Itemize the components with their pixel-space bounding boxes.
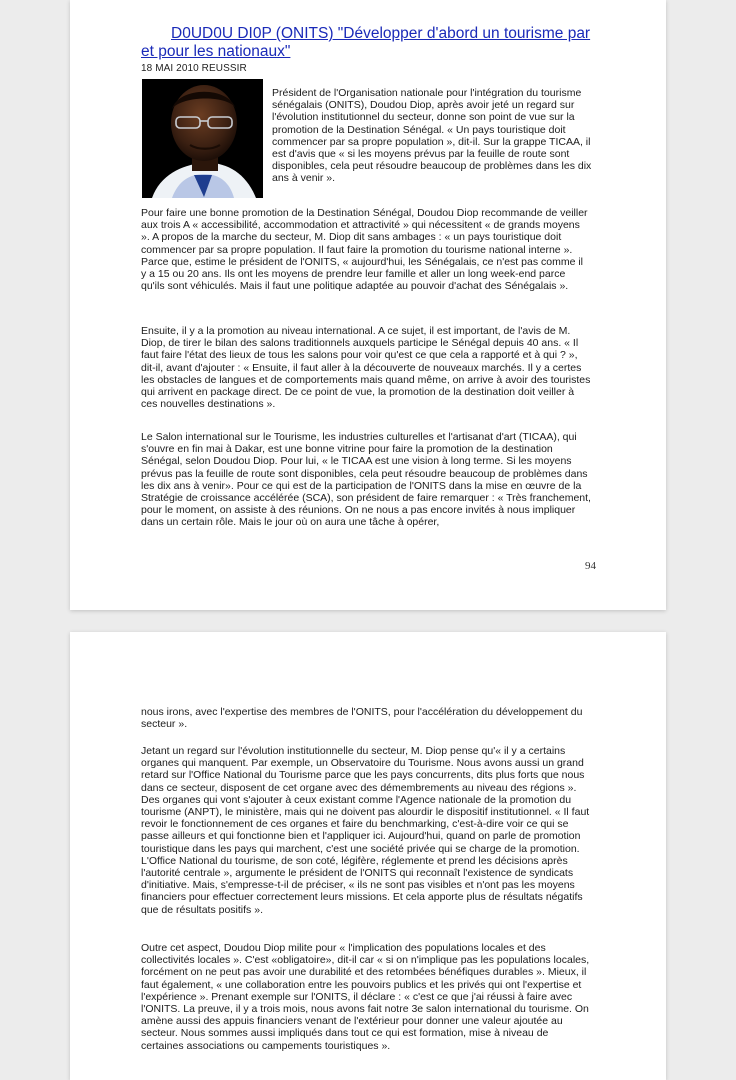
article-title-text[interactable]: D0UD0U DI0P (ONITS) "Développer d'abord un tourisme par et pour les nationaux" — [141, 25, 591, 60]
portrait-photo — [142, 79, 263, 198]
article-title-link[interactable] — [141, 25, 601, 61]
body-paragraph-3: Le Salon international sur le Tourisme, les industries culturelles et l'artisanat d'art (TICAA), qui s'ouvre en fin mai à Dakar, est une bonne vitrine pour faire la promotion de la destination Sénégal, selon Doudou Diop. Pour lui, « le TICAA est une vision à long terme. Si les moyens prévus pas la feuille de route sont disponibles, cela peut résoudre beaucoup de problèmes dans les dix ans à venir». Pour ce qui est de la participation de l'ONITS dans la mise en œuvre de la Stratégie de croissance accélérée (SCA), son président de faire remarquer : « Très franchement, pour le moment, on assiste à des réunions. On ne nous a pas encore invités à nous impliquer dans un certain rôle. Mais le jour où on aura une tâche à opérer, — [141, 431, 591, 529]
body-paragraph-6: Outre cet aspect, Doudou Diop milite pour « l'implication des populations locales et des collectivités locales ». C'est «obligatoire», dit-il car « si on n'implique pas les populations locales, forcément on ne peut pas avoir une durabilité et des retombées bénéfiques durables ». Mieux, il faut également, « une collaboration entre les pouvoirs publics et les privés qui ont l'expertise et l'expérience ». Prenant exemple sur l'ONITS, il déclare : « c'est ce que j'ai réussi à faire avec l'ONITS. La preuve, il y a trois mois, nous avons fait notre 3e salon international du tourisme. On amène aussi des appuis financiers venant de l'extérieur pour donner une valeur ajoutée au secteur. Nous sommes aussi impliqués dans tout ce qui est formation, mise à niveau de certaines associations ou campements touristiques ». — [141, 942, 590, 1052]
intro-paragraph: Président de l'Organisation nationale pour l'intégration du tourisme sénégalais (ONITS), Doudou Diop, après avoir jeté un regard sur l'évolution institutionnel du secteur, donne son point de vue sur la promotion de la Destination Sénégal. « Un pays touristique doit commencer par sa propre population », dit-il. Sur la grappe TICAA, il est d'avis que « si les moyens prévus par la feuille de route sont disponibles, cela peut résoudre beaucoup de problèmes dans les dix ans à venir ». — [272, 87, 592, 185]
body-paragraph-1: Pour faire une bonne promotion de la Destination Sénégal, Doudou Diop recommande de veiller aux trois A « accessibilité, accommodation et attractivité » qui nécessitent « de grands moyens ». A propos de la marche du secteur, M. Diop dit sans ambages : « un pays touristique doit commencer par sa propre population. Il faut faire la promotion du tourisme national interne ». Parce que, estime le président de l'ONITS, « aujourd'hui, les Sénégalais, ce n'est pas comme il y a 15 ou 20 ans. Ils ont les moyens de prendre leur famille et aller un long week-end parce qu'ils sont véhiculés. Mais il faut une politique adaptée au pouvoir d'achat des Sénégalais ». — [141, 207, 588, 293]
body-paragraph-5: Jetant un regard sur l'évolution institutionnelle du secteur, M. Diop pense qu'« il y a certains organes qui manquent. Par exemple, un Observatoire du Tourisme. Nous avons aussi un grand retard sur l'Office National du Tourisme parce que les pays concurrents, dits plus forts que nous dans ce secteur, disposent de cet organe avec des démembrements au niveau des régions ». Des organes qui vont s'ajouter à ceux existant comme l'Agence nationale de la promotion du tourisme (ANPT), le ministère, mais qui ne doivent pas alourdir le dispositif institutionnel. « Il faut revoir le fonctionnement de ces organes et faire du benchmarking, c'est-à-dire voir ce qui se passe ailleurs et qui fonctionne bien et l'appliquer ici. Aujourd'hui, quand on parle de promotion touristique dans les pays qui marchent, c'est une société privée qui se charge de la promotion. L'Office National du tourisme, de son coté, légifère, réglemente et prend les décisions après l'autorité centrale », argumente le président de l'ONITS qui reconnaît l'existence de syndicats d'initiative. Mais, s'empresse-t-il de préciser, « ils ne sont pas visibles et n'ont pas les moyens financiers pour effectuer correctement leurs missions. Et cela apporte plus de résultats négatifs que de résultats positifs ». — [141, 745, 590, 916]
body-paragraph-4: nous irons, avec l'expertise des membres de l'ONITS, pour l'accélération du développement du secteur ». — [141, 706, 583, 731]
document-page-2 — [70, 632, 666, 1080]
body-paragraph-2: Ensuite, il y a la promotion au niveau international. A ce sujet, il est important, de l'avis de M. Diop, de tirer le bilan des salons traditionnels auxquels participe le Sénégal depuis 40 ans. « Il faut faire l'état des lieux de tous les salons pour voir qu'est ce que cela a rapporté et à qui ? », dit-il, avant d'ajouter : « Ensuite, il faut aller à la découverte de nouveaux marchés. Il y a certes les obstacles de langues et de comportements mais quand même, on arrive à avoir des touristes qui arrivent en package direct. De ce point de vue, la promotion de la destination doit veiller à ces nouvelles destinations ». — [141, 325, 591, 411]
page-number: 94 — [585, 560, 596, 572]
document-page-1 — [70, 0, 666, 610]
article-dateline: 18 MAI 2010 REUSSIR — [141, 63, 247, 74]
